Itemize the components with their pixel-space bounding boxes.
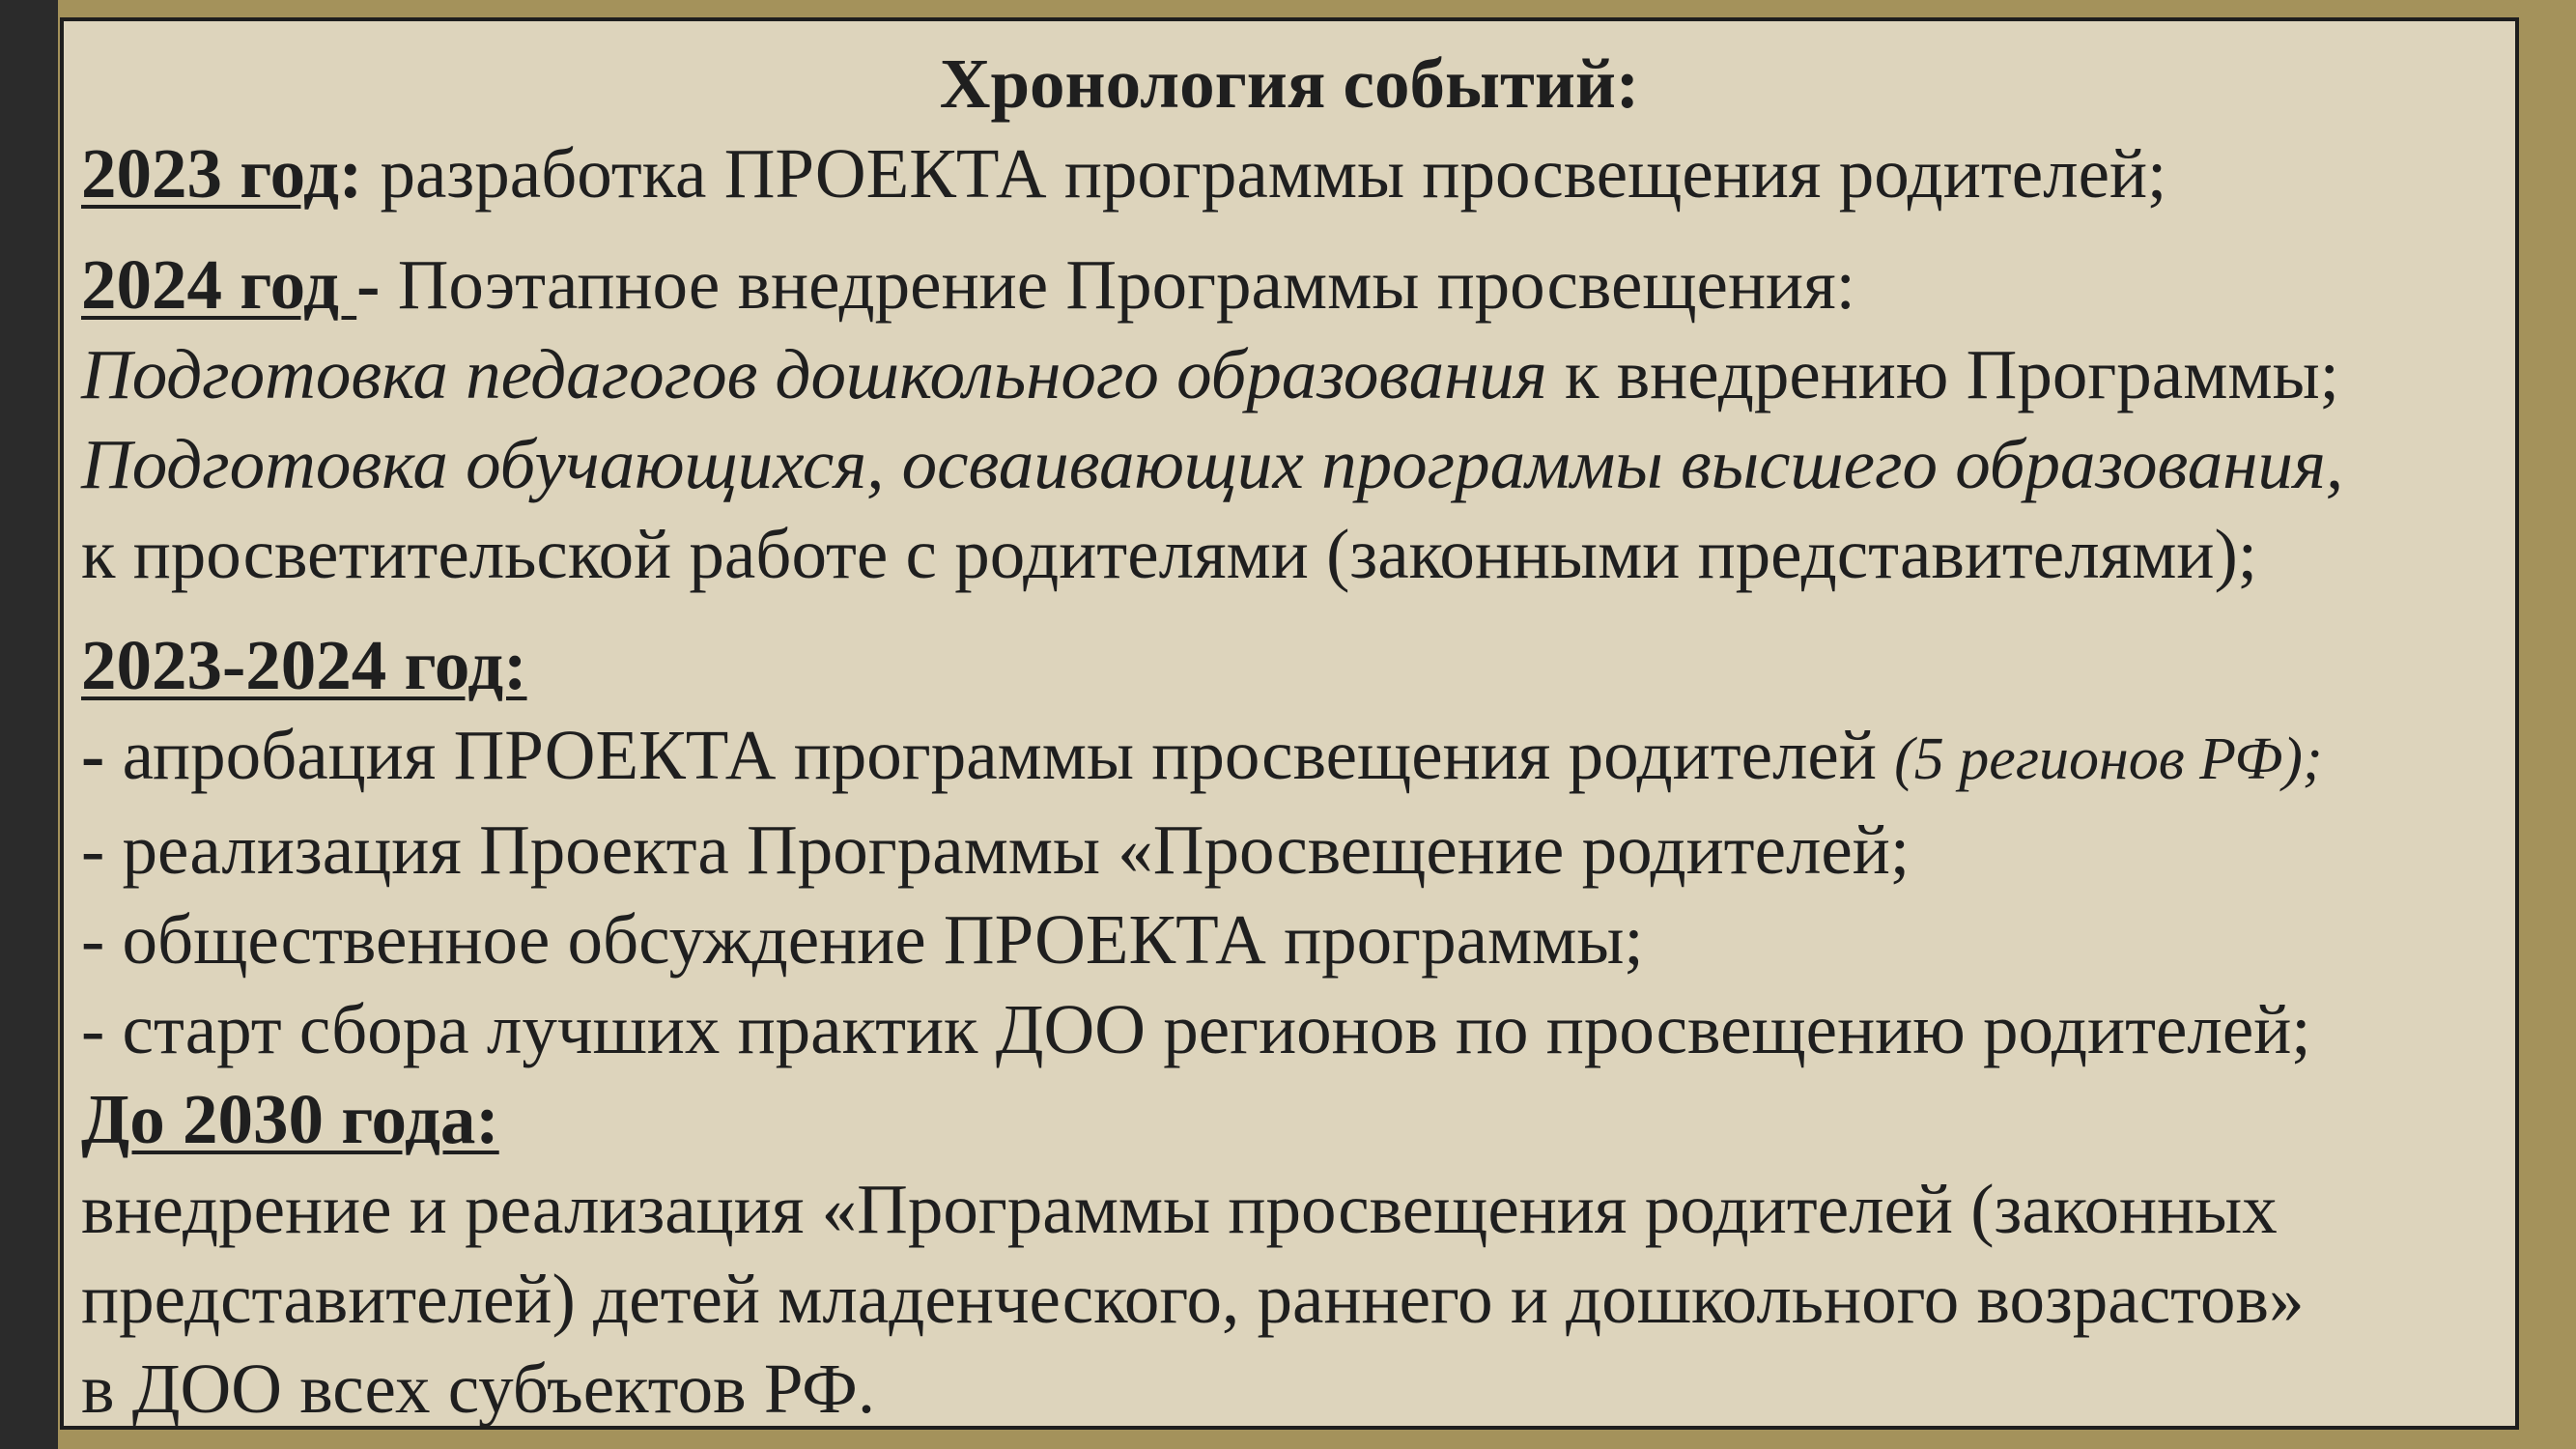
year-label-2023-colon: : <box>338 134 363 213</box>
slide-content <box>81 39 2498 1434</box>
timeline-2024-item-2: Подготовка обучающихся, осваивающих программы высшего образования, <box>81 425 2344 503</box>
left-edge-bar <box>0 0 58 1449</box>
timeline-2030-line-2: представителей) детей младенческого, раннего и дошкольного возрастов» <box>81 1260 2305 1338</box>
timeline-2024-text: Поэтапное внедрение Программы просвещения: <box>397 245 1855 324</box>
timeline-2023-2024-item-3: - общественное обсуждение ПРОЕКТА программы; <box>81 900 1644 979</box>
timeline-2024 <box>81 240 2498 329</box>
year-label-2023: 2023 год <box>81 134 339 213</box>
year-label-2024-dash: - <box>356 245 398 324</box>
timeline-2023-2024-item-1-text: апробация ПРОЕКТА программы просвещения родителей <box>104 716 1895 794</box>
timeline-2023-text: разработка ПРОЕКТА программы просвещения родителей; <box>362 134 2167 213</box>
regions-note: (5 регионов РФ); <box>1894 726 2323 792</box>
year-label-2023-2024: 2023-2024 год: <box>81 626 527 704</box>
timeline-2023-2024-item-1 <box>81 710 2498 805</box>
timeline-2024-item-1-rest: к внедрению Программы; <box>1546 335 2339 413</box>
timeline-2030-line-1: внедрение и реализация «Программы просвещения родителей (законных <box>81 1170 2278 1248</box>
year-label-2024: 2024 год <box>81 245 357 324</box>
slide-panel <box>60 17 2519 1430</box>
bullet-dash: - <box>81 716 105 794</box>
timeline-2023-2024 <box>81 620 2498 710</box>
timeline-2024-item-1 <box>81 329 2498 419</box>
timeline-2023 <box>81 128 2498 218</box>
timeline-2024-item-2-cont: к просветительской работе с родителями (законными представителями); <box>81 515 2258 593</box>
timeline-2023-2024-item-4: - старт сбора лучших практик ДОО регионов по просвещению родителей; <box>81 990 2311 1068</box>
timeline-2030-line-3: в ДОО всех субъектов РФ. <box>81 1350 876 1428</box>
timeline-2024-item-1-italic: Подготовка педагогов дошкольного образования <box>81 335 1547 413</box>
timeline-2023-2024-item-2: - реализация Проекта Программы «Просвещение родителей; <box>81 810 1911 889</box>
timeline-2030 <box>81 1074 2498 1164</box>
slide-title: Хронология событий: <box>939 44 1640 123</box>
year-label-2030: До 2030 года: <box>81 1080 499 1158</box>
